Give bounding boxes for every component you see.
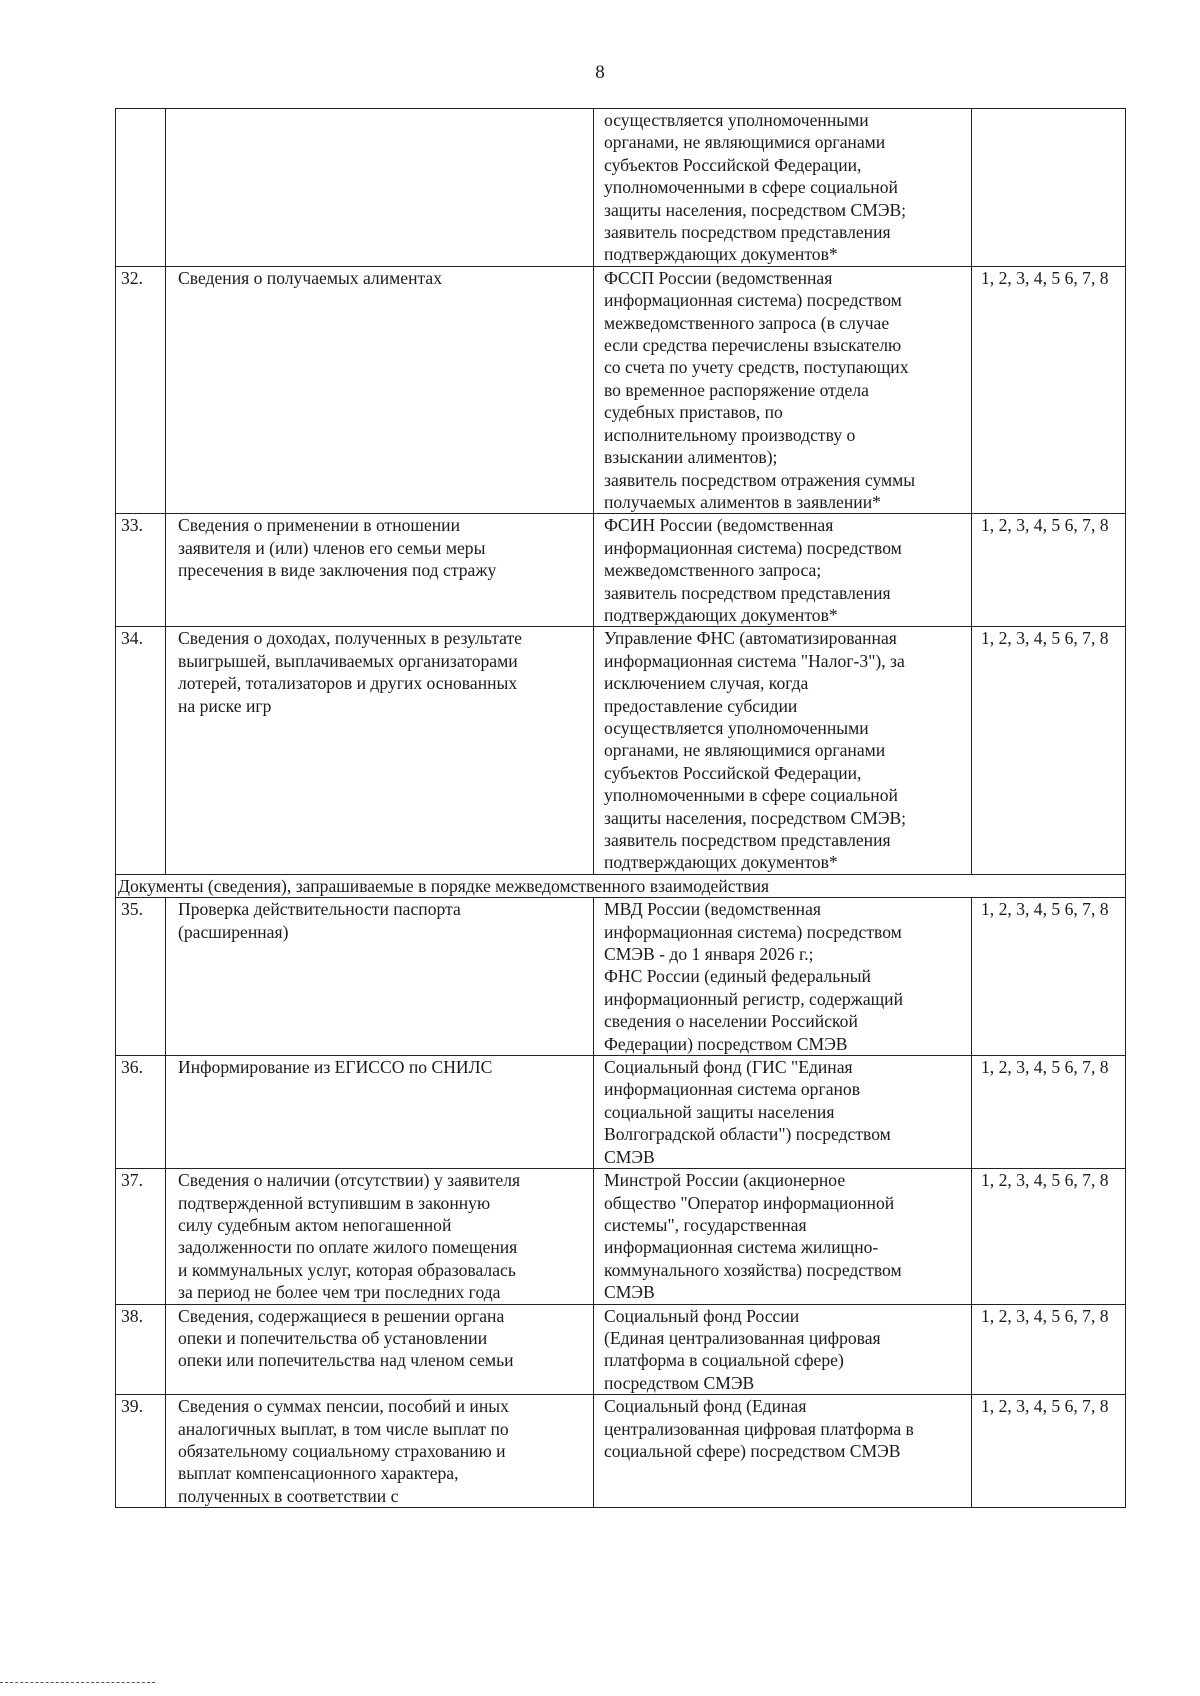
cell-line: во временное распоряжение отдела [604,379,869,400]
cell-line: межведомственного запроса (в случае [604,312,890,333]
row-number: 32. [116,266,166,513]
categories-cell: 1, 2, 3, 4, 5 6, 7, 8 [972,1169,1126,1304]
row-number [116,109,166,267]
document-name-cell [166,898,594,1056]
cell-line: (расширенная) [178,921,289,942]
cell-line: субъектов Российской Федерации, [604,154,862,175]
cell-line: Минстрой России (акционерное [604,1170,846,1191]
cell-line: исключением случая, когда [604,673,809,694]
cell-line: Волгоградской области") посредством [604,1124,891,1145]
cell-line: заявитель посредством представления [604,582,891,603]
document-name-cell [166,1395,594,1508]
cell-line: субъектов Российской Федерации, [604,762,862,783]
table-body-lower [116,898,1126,1508]
categories-cell: 1, 2, 3, 4, 5 6, 7, 8 [972,266,1126,513]
cell-line: ФСИН России (ведомственная [604,515,834,536]
document-name-cell [166,514,594,627]
cell-line: общество "Оператор информационной [604,1192,895,1213]
cell-line: со счета по учету средств, поступающих [604,357,909,378]
categories-cell: 1, 2, 3, 4, 5 6, 7, 8 [972,898,1126,1056]
cell-line: информационный регистр, содержащий [604,988,904,1009]
cell-line: Социальный фонд (ГИС "Единая [604,1057,853,1078]
cell-line: СМЭВ - до 1 января 2026 г.; [604,944,814,965]
cell-line: посредством СМЭВ [604,1372,755,1393]
cell-line: судебных приставов, по [604,402,783,423]
cell-line: социальной сфере) посредством СМЭВ [604,1440,901,1461]
cell-line: Федерации) посредством СМЭВ [604,1033,848,1054]
document-name-cell [166,109,594,267]
cell-line: ФНС России (единый федеральный [604,966,871,987]
cell-line: Сведения о наличии (отсутствии) у заявителя [178,1170,521,1191]
document-name-cell [166,1304,594,1395]
page-number: 8 [595,62,605,83]
categories-cell: 1, 2, 3, 4, 5 6, 7, 8 [972,514,1126,627]
cell-line: задолженности по оплате жилого помещения [178,1237,518,1258]
cell-line: информационная система) посредством [604,921,902,942]
cell-line: силу судебным актом непогашенной [178,1214,452,1235]
cell-line: Управление ФНС (автоматизированная [604,628,897,649]
cell-line: подтверждающих документов* [604,244,838,265]
table-row [116,109,1126,267]
cell-line: Социальный фонд (Единая [604,1396,807,1417]
cell-line: коммунального хозяйства) посредством [604,1259,902,1280]
cell-line: взыскании алиментов); [604,447,778,468]
source-cell [594,898,972,1056]
row-number: 34. [116,627,166,874]
cell-line: полученных в соответствии с [178,1485,399,1506]
cell-line: сведения о населении Российской [604,1011,858,1032]
cell-line: МВД России (ведомственная [604,899,821,920]
cell-line: информационная система "Налог-3"), за [604,650,905,671]
cell-line: Проверка действительности паспорта [178,899,461,920]
cell-line: межведомственного запроса; [604,560,822,581]
cell-line: исполнительному производству о [604,424,856,445]
cell-line: подтвержденной вступившим в законную [178,1192,491,1213]
categories-cell: 1, 2, 3, 4, 5 6, 7, 8 [972,1056,1126,1169]
source-cell [594,1395,972,1508]
cell-line: информационная система) посредством [604,290,902,311]
table-row [116,514,1126,627]
cell-line: за период не более чем три последних года [178,1282,501,1303]
categories-cell: 1, 2, 3, 4, 5 6, 7, 8 [972,1304,1126,1395]
footer-rule [0,1682,155,1683]
document-name-cell [166,627,594,874]
cell-line: лотерей, тотализаторов и других основанных [178,673,518,694]
cell-line: пресечения в виде заключения под стражу [178,560,497,581]
categories-cell: 1, 2, 3, 4, 5 6, 7, 8 [972,1395,1126,1508]
document-name-cell [166,266,594,513]
source-cell [594,1056,972,1169]
cell-line: Сведения о применении в отношении [178,515,461,536]
table-row [116,627,1126,874]
source-cell [594,266,972,513]
cell-line: централизованная цифровая платформа в [604,1418,914,1439]
table-row [116,1304,1126,1395]
cell-line: Сведения о доходах, полученных в результате [178,628,522,649]
cell-line: Сведения, содержащиеся в решении органа [178,1305,505,1326]
cell-line: органами, не являющимися органами [604,740,886,761]
cell-line: защиты населения, посредством СМЭВ; [604,807,907,828]
cell-line: обязательному социальному страхованию и [178,1440,506,1461]
source-cell [594,514,972,627]
cell-line: если средства перечислены взыскателю [604,335,902,356]
categories-cell: 1, 2, 3, 4, 5 6, 7, 8 [972,627,1126,874]
table-row [116,1169,1126,1304]
cell-line: аналогичных выплат, в том числе выплат по [178,1418,509,1439]
cell-line: заявителя и (или) членов его семьи меры [178,537,486,558]
cell-line: СМЭВ [604,1282,655,1303]
cell-line: Информирование из ЕГИССО по СНИЛС [178,1057,493,1078]
requirements-table [115,108,1126,1508]
section-header-row [116,874,1126,897]
cell-line: осуществляется уполномоченными [604,717,869,738]
row-number: 36. [116,1056,166,1169]
cell-line: заявитель посредством отражения суммы [604,469,916,490]
cell-line: предоставление субсидии [604,695,798,716]
cell-line: заявитель посредством представления [604,222,891,243]
cell-line: (Единая централизованная цифровая [604,1327,881,1348]
cell-line: информационная система) посредством [604,537,902,558]
cell-line: опеки или попечительства над членом семьи [178,1350,514,1371]
table-row [116,1056,1126,1169]
cell-line: системы", государственная [604,1214,807,1235]
cell-line: информационная система органов [604,1079,861,1100]
cell-line: осуществляется уполномоченными [604,110,869,130]
cell-line: выплат компенсационного характера, [178,1463,459,1484]
row-number: 33. [116,514,166,627]
cell-line: получаемых алиментов в заявлении* [604,491,881,512]
cell-line: Сведения о получаемых алиментах [178,267,442,288]
document-name-cell [166,1056,594,1169]
source-cell [594,1169,972,1304]
row-number: 35. [116,898,166,1056]
cell-line: опеки и попечительства об установлении [178,1327,488,1348]
table-body-upper [116,109,1126,875]
table-section [116,874,1126,897]
cell-line: выигрышей, выплачиваемых организаторами [178,650,518,671]
cell-line: платформа в социальной сфере) [604,1350,844,1371]
table-row [116,266,1126,513]
cell-line: ФССП России (ведомственная [604,267,833,288]
cell-line: социальной защиты населения [604,1101,835,1122]
cell-line: Сведения о суммах пенсии, пособий и иных [178,1396,509,1417]
row-number: 37. [116,1169,166,1304]
row-number: 39. [116,1395,166,1508]
source-cell [594,109,972,267]
cell-line: Социальный фонд России [604,1305,800,1326]
row-number: 38. [116,1304,166,1395]
cell-line: защиты населения, посредством СМЭВ; [604,199,907,220]
cell-line: на риске игр [178,695,272,716]
cell-line: заявитель посредством представления [604,830,891,850]
document-name-cell [166,1169,594,1304]
table-row [116,1395,1126,1508]
cell-line: подтверждающих документов* [604,852,838,873]
section-header-text: Документы (сведения), запрашиваемые в порядке межведомственного взаимодействия [118,875,770,896]
cell-line: информационная система жилищно- [604,1237,879,1258]
cell-line: СМЭВ [604,1146,655,1167]
cell-line: органами, не являющимися органами [604,132,886,153]
cell-line: подтверждающих документов* [604,604,838,625]
cell-line: и коммунальных услуг, которая образовалась [178,1259,516,1280]
source-cell [594,1304,972,1395]
categories-cell [972,109,1126,267]
source-cell [594,627,972,874]
table-row [116,898,1126,1056]
cell-line: уполномоченными в сфере социальной [604,785,898,806]
section-header-cell [116,874,1126,897]
cell-line: уполномоченными в сфере социальной [604,177,898,198]
